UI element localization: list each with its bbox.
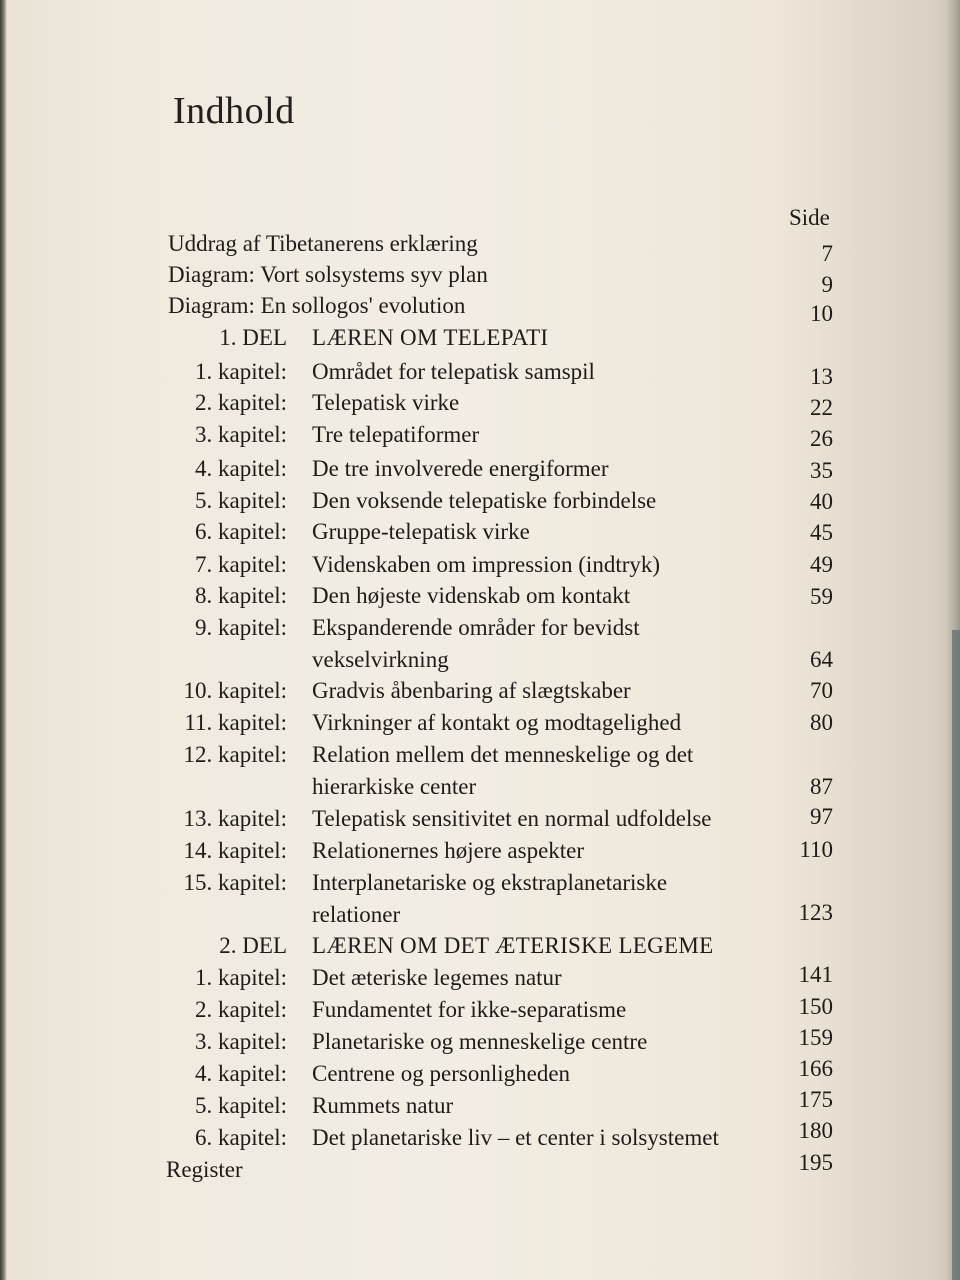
entry-title: Området for telepatisk samspil — [312, 359, 595, 384]
entry-title-continued: hierarkiske center — [312, 774, 477, 799]
entry-page: 175 — [798, 1087, 833, 1112]
toc-entry — [0, 707, 960, 739]
toc-entry-continuation — [0, 899, 960, 931]
chapter-number: 2. kapitel: — [195, 997, 287, 1022]
entry-title: Rummets natur — [312, 1093, 454, 1118]
toc-entry — [0, 549, 960, 581]
part-heading — [0, 322, 960, 354]
entry-title-continued: relationer — [312, 902, 401, 927]
chapter-number: 7. kapitel: — [195, 552, 287, 577]
chapter-number: 1. kapitel: — [195, 965, 287, 990]
entry-title: Telepatisk virke — [312, 390, 460, 415]
part-title: LÆREN OM DET ÆTERISKE LEGEME — [312, 933, 714, 958]
part-label: 1. DEL — [219, 325, 287, 350]
entry-title: Det planetariske liv – et center i solsystemet — [312, 1125, 719, 1150]
toc-entry — [0, 803, 960, 835]
entry-title: Ekspanderende områder for bevidst — [312, 615, 640, 640]
entry-page: 141 — [798, 962, 833, 987]
entry-page: 49 — [810, 552, 833, 577]
toc-entry — [0, 485, 960, 517]
toc-entry-continuation — [0, 644, 960, 676]
chapter-number: 4. kapitel: — [195, 456, 287, 481]
entry-title: Interplanetariske og ekstraplanetariske — [312, 870, 668, 895]
chapter-number: 4. kapitel: — [195, 1061, 287, 1086]
entry-page: 97 — [810, 804, 833, 829]
entry-page: 64 — [810, 647, 833, 672]
entry-title-continued: vekselvirkning — [312, 647, 449, 672]
entry-page: 26 — [810, 426, 833, 451]
entry-page: 87 — [810, 774, 833, 799]
entry-title: Den højeste videnskab om kontakt — [312, 583, 631, 608]
entry-title: Det æteriske legemes natur — [312, 965, 562, 990]
entry-title: Virkninger af kontakt og modtagelighed — [312, 710, 682, 735]
toc-entry — [0, 356, 960, 388]
chapter-number: 11. kapitel: — [184, 710, 287, 735]
chapter-number: 6. kapitel: — [195, 519, 287, 544]
entry-title: Relation mellem det menneskelige og det — [312, 742, 694, 767]
chapter-number: 3. kapitel: — [195, 422, 287, 447]
entry-page: 9 — [821, 272, 833, 297]
entry-title: Planetariske og menneskelige centre — [312, 1029, 648, 1054]
toc-entry — [0, 580, 960, 612]
toc-entry — [0, 453, 960, 485]
chapter-number: 1. kapitel: — [195, 359, 287, 384]
chapter-number: 9. kapitel: — [195, 615, 287, 640]
chapter-number: 15. kapitel: — [183, 870, 287, 895]
entry-page: 45 — [810, 520, 833, 545]
entry-title: Gruppe-telepatisk virke — [312, 519, 530, 544]
entry-title: Telepatisk sensitivitet en normal udfoldelse — [312, 806, 712, 831]
toc-entry — [0, 387, 960, 419]
entry-title: Fundamentet for ikke-separatisme — [312, 997, 627, 1022]
toc-entry — [0, 739, 960, 771]
entry-page: 180 — [798, 1118, 833, 1143]
chapter-number: 5. kapitel: — [195, 1093, 287, 1118]
entry-page: 123 — [798, 900, 833, 925]
entry-page: 13 — [810, 364, 833, 389]
chapter-number: 3. kapitel: — [195, 1029, 287, 1054]
entry-title: Centrene og personligheden — [312, 1061, 571, 1086]
chapter-number: 5. kapitel: — [195, 488, 287, 513]
entry-title: Diagram: Vort solsystems syv plan — [168, 262, 488, 287]
entry-title: Uddrag af Tibetanerens erklæring — [168, 231, 478, 256]
entry-page: 70 — [810, 678, 833, 703]
entry-page: 195 — [798, 1150, 833, 1175]
part-title: LÆREN OM TELEPATI — [312, 325, 549, 350]
toc-entry — [0, 867, 960, 899]
toc-entry — [0, 516, 960, 548]
toc-entry — [0, 259, 960, 297]
chapter-number: 2. kapitel: — [195, 390, 287, 415]
chapter-number: 14. kapitel: — [183, 838, 287, 863]
entry-page: 35 — [810, 458, 833, 483]
toc-entry — [0, 228, 960, 266]
toc-entry — [0, 835, 960, 867]
entry-title: Relationernes højere aspekter — [312, 838, 585, 863]
entry-title: Den voksende telepatiske forbindelse — [312, 488, 657, 513]
entry-page: 166 — [798, 1056, 833, 1081]
toc-entry — [0, 290, 960, 326]
entry-title: Diagram: En sollogos' evolution — [168, 293, 466, 318]
chapter-number: 13. kapitel: — [183, 806, 287, 831]
page-column-header: Side — [789, 205, 830, 230]
part-heading — [0, 930, 960, 962]
entry-page: 10 — [810, 301, 833, 326]
toc-entry — [0, 675, 960, 707]
toc-entry — [0, 612, 960, 644]
toc-entry-continuation — [0, 771, 960, 803]
chapter-number: 10. kapitel: — [183, 678, 287, 703]
entry-title: Videnskaben om impression (indtryk) — [312, 552, 661, 577]
chapter-number: 12. kapitel: — [183, 742, 287, 767]
chapter-number: 8. kapitel: — [195, 583, 287, 608]
entry-page: 159 — [798, 1025, 833, 1050]
toc-entry — [0, 962, 960, 994]
entry-title: Register — [166, 1157, 243, 1182]
entry-page: 110 — [799, 837, 833, 862]
entry-page: 22 — [810, 395, 833, 420]
page-title: Indhold — [173, 90, 295, 133]
toc-entry — [0, 1150, 960, 1186]
entry-title: Tre telepatiformer — [312, 422, 480, 447]
part-label: 2. DEL — [219, 933, 287, 958]
toc-entry — [0, 419, 960, 451]
entry-page: 80 — [810, 710, 833, 735]
entry-page: 40 — [810, 489, 833, 514]
entry-page: 7 — [821, 241, 833, 266]
entry-title: Gradvis åbenbaring af slægtskaber — [312, 678, 631, 703]
entry-page: 150 — [798, 994, 833, 1019]
entry-title: De tre involverede energiformer — [312, 456, 609, 481]
chapter-number: 6. kapitel: — [195, 1125, 287, 1150]
entry-page: 59 — [810, 584, 833, 609]
